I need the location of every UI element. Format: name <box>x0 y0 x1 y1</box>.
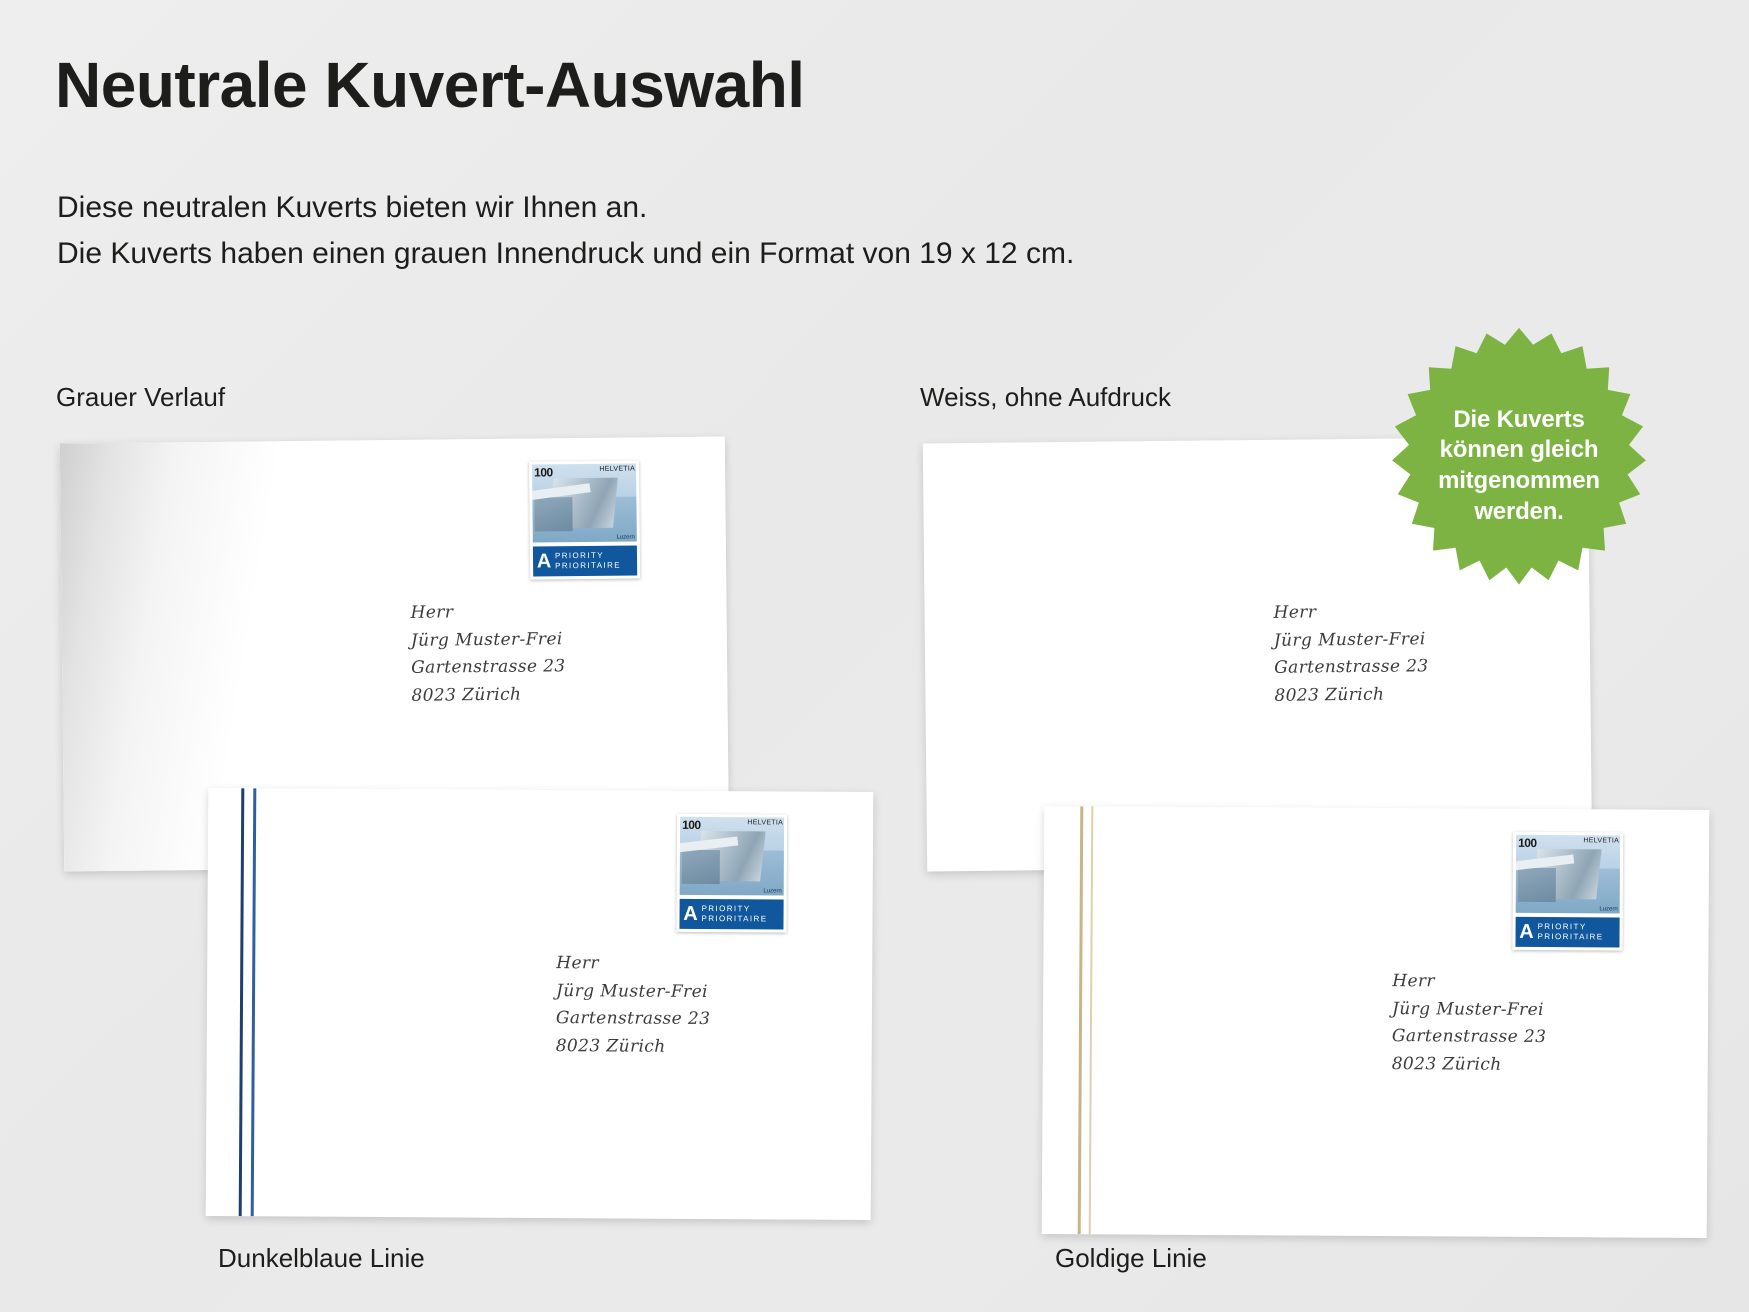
recipient-address <box>410 598 566 710</box>
stamp-country: HELVETIA <box>1583 837 1620 845</box>
stamp-issue-label: Luzern <box>763 888 782 895</box>
recipient-address <box>556 950 711 1061</box>
stamp-priority-de: PRIORITY <box>554 550 605 561</box>
address-street: Gartenstrasse 23 <box>1391 1026 1547 1048</box>
promo-line-4: werden. <box>1474 497 1564 525</box>
address-name: Jürg Muster-Frei <box>410 628 563 651</box>
page-title: Neutrale Kuvert-Auswahl <box>55 49 805 121</box>
intro-text <box>57 185 1074 276</box>
stamp-priority-fr: PRIORITAIRE <box>1537 931 1604 942</box>
address-salutation: Herr <box>410 602 454 623</box>
recipient-address <box>1273 598 1429 710</box>
envelope-caption-dark-blue-line: Dunkelblaue Linie <box>218 1243 425 1273</box>
intro-line-2: Die Kuverts haben einen grauen Innendruck und ein Format von 19 x 12 cm. <box>57 236 1075 270</box>
stamp-value: 100 <box>1518 835 1537 850</box>
stamp-priority-band <box>533 545 637 576</box>
recipient-address <box>1392 968 1547 1079</box>
stamp-country: HELVETIA <box>599 465 636 473</box>
stamp-country: HELVETIA <box>747 819 784 827</box>
envelope-gold-line[interactable] <box>1042 806 1710 1238</box>
promo-badge-text <box>1378 325 1660 607</box>
stamp-priority-band <box>679 899 783 930</box>
stamp-priority-letter: A <box>683 902 698 925</box>
address-street: Gartenstrasse 23 <box>1274 656 1429 678</box>
address-name: Jürg Muster-Frei <box>1273 628 1426 651</box>
address-city: 8023 Zürich <box>1391 1053 1502 1075</box>
stamp-priority-fr: PRIORITAIRE <box>701 913 768 924</box>
address-city: 8023 Zürich <box>411 684 522 706</box>
envelope-caption-plain-white: Weiss, ohne Aufdruck <box>920 382 1171 412</box>
address-street: Gartenstrasse 23 <box>411 656 566 678</box>
postage-stamp <box>676 814 787 933</box>
stamp-value: 100 <box>534 465 553 480</box>
promo-badge <box>1378 325 1660 607</box>
address-city: 8023 Zürich <box>1274 684 1385 706</box>
address-name: Jürg Muster-Frei <box>1392 998 1544 1020</box>
stamp-priority-letter: A <box>1519 920 1534 943</box>
promo-line-3: mitgenommen <box>1438 467 1600 494</box>
envelope-caption-grey-gradient: Grauer Verlauf <box>56 382 226 412</box>
address-street: Gartenstrasse 23 <box>555 1008 711 1030</box>
promo-line-1: Die Kuverts <box>1453 405 1585 433</box>
postage-stamp <box>529 460 640 579</box>
gold-accent-line <box>1078 806 1094 1234</box>
stamp-issue-label: Luzern <box>616 534 635 541</box>
envelope-caption-gold-line: Goldige Linie <box>1055 1243 1207 1273</box>
intro-line-1: Diese neutralen Kuverts bieten wir Ihnen an. <box>57 191 648 224</box>
stamp-value: 100 <box>682 817 701 832</box>
stamp-issue-label: Luzern <box>1599 906 1618 913</box>
stamp-priority-de: PRIORITY <box>701 903 751 914</box>
dark-blue-accent-line <box>239 788 257 1216</box>
promo-line-2: können gleich <box>1439 436 1599 464</box>
address-salutation: Herr <box>1273 602 1317 623</box>
envelope-dark-blue-line[interactable] <box>206 788 874 1220</box>
stamp-priority-band <box>1515 917 1619 948</box>
stamp-priority-de: PRIORITY <box>1537 921 1587 932</box>
stamp-priority-fr: PRIORITAIRE <box>555 560 622 571</box>
address-name: Jürg Muster-Frei <box>556 980 708 1002</box>
address-salutation: Herr <box>556 953 600 974</box>
address-city: 8023 Zürich <box>555 1035 666 1057</box>
address-salutation: Herr <box>1392 971 1436 992</box>
stamp-priority-letter: A <box>536 550 552 573</box>
postage-stamp <box>1512 832 1623 951</box>
